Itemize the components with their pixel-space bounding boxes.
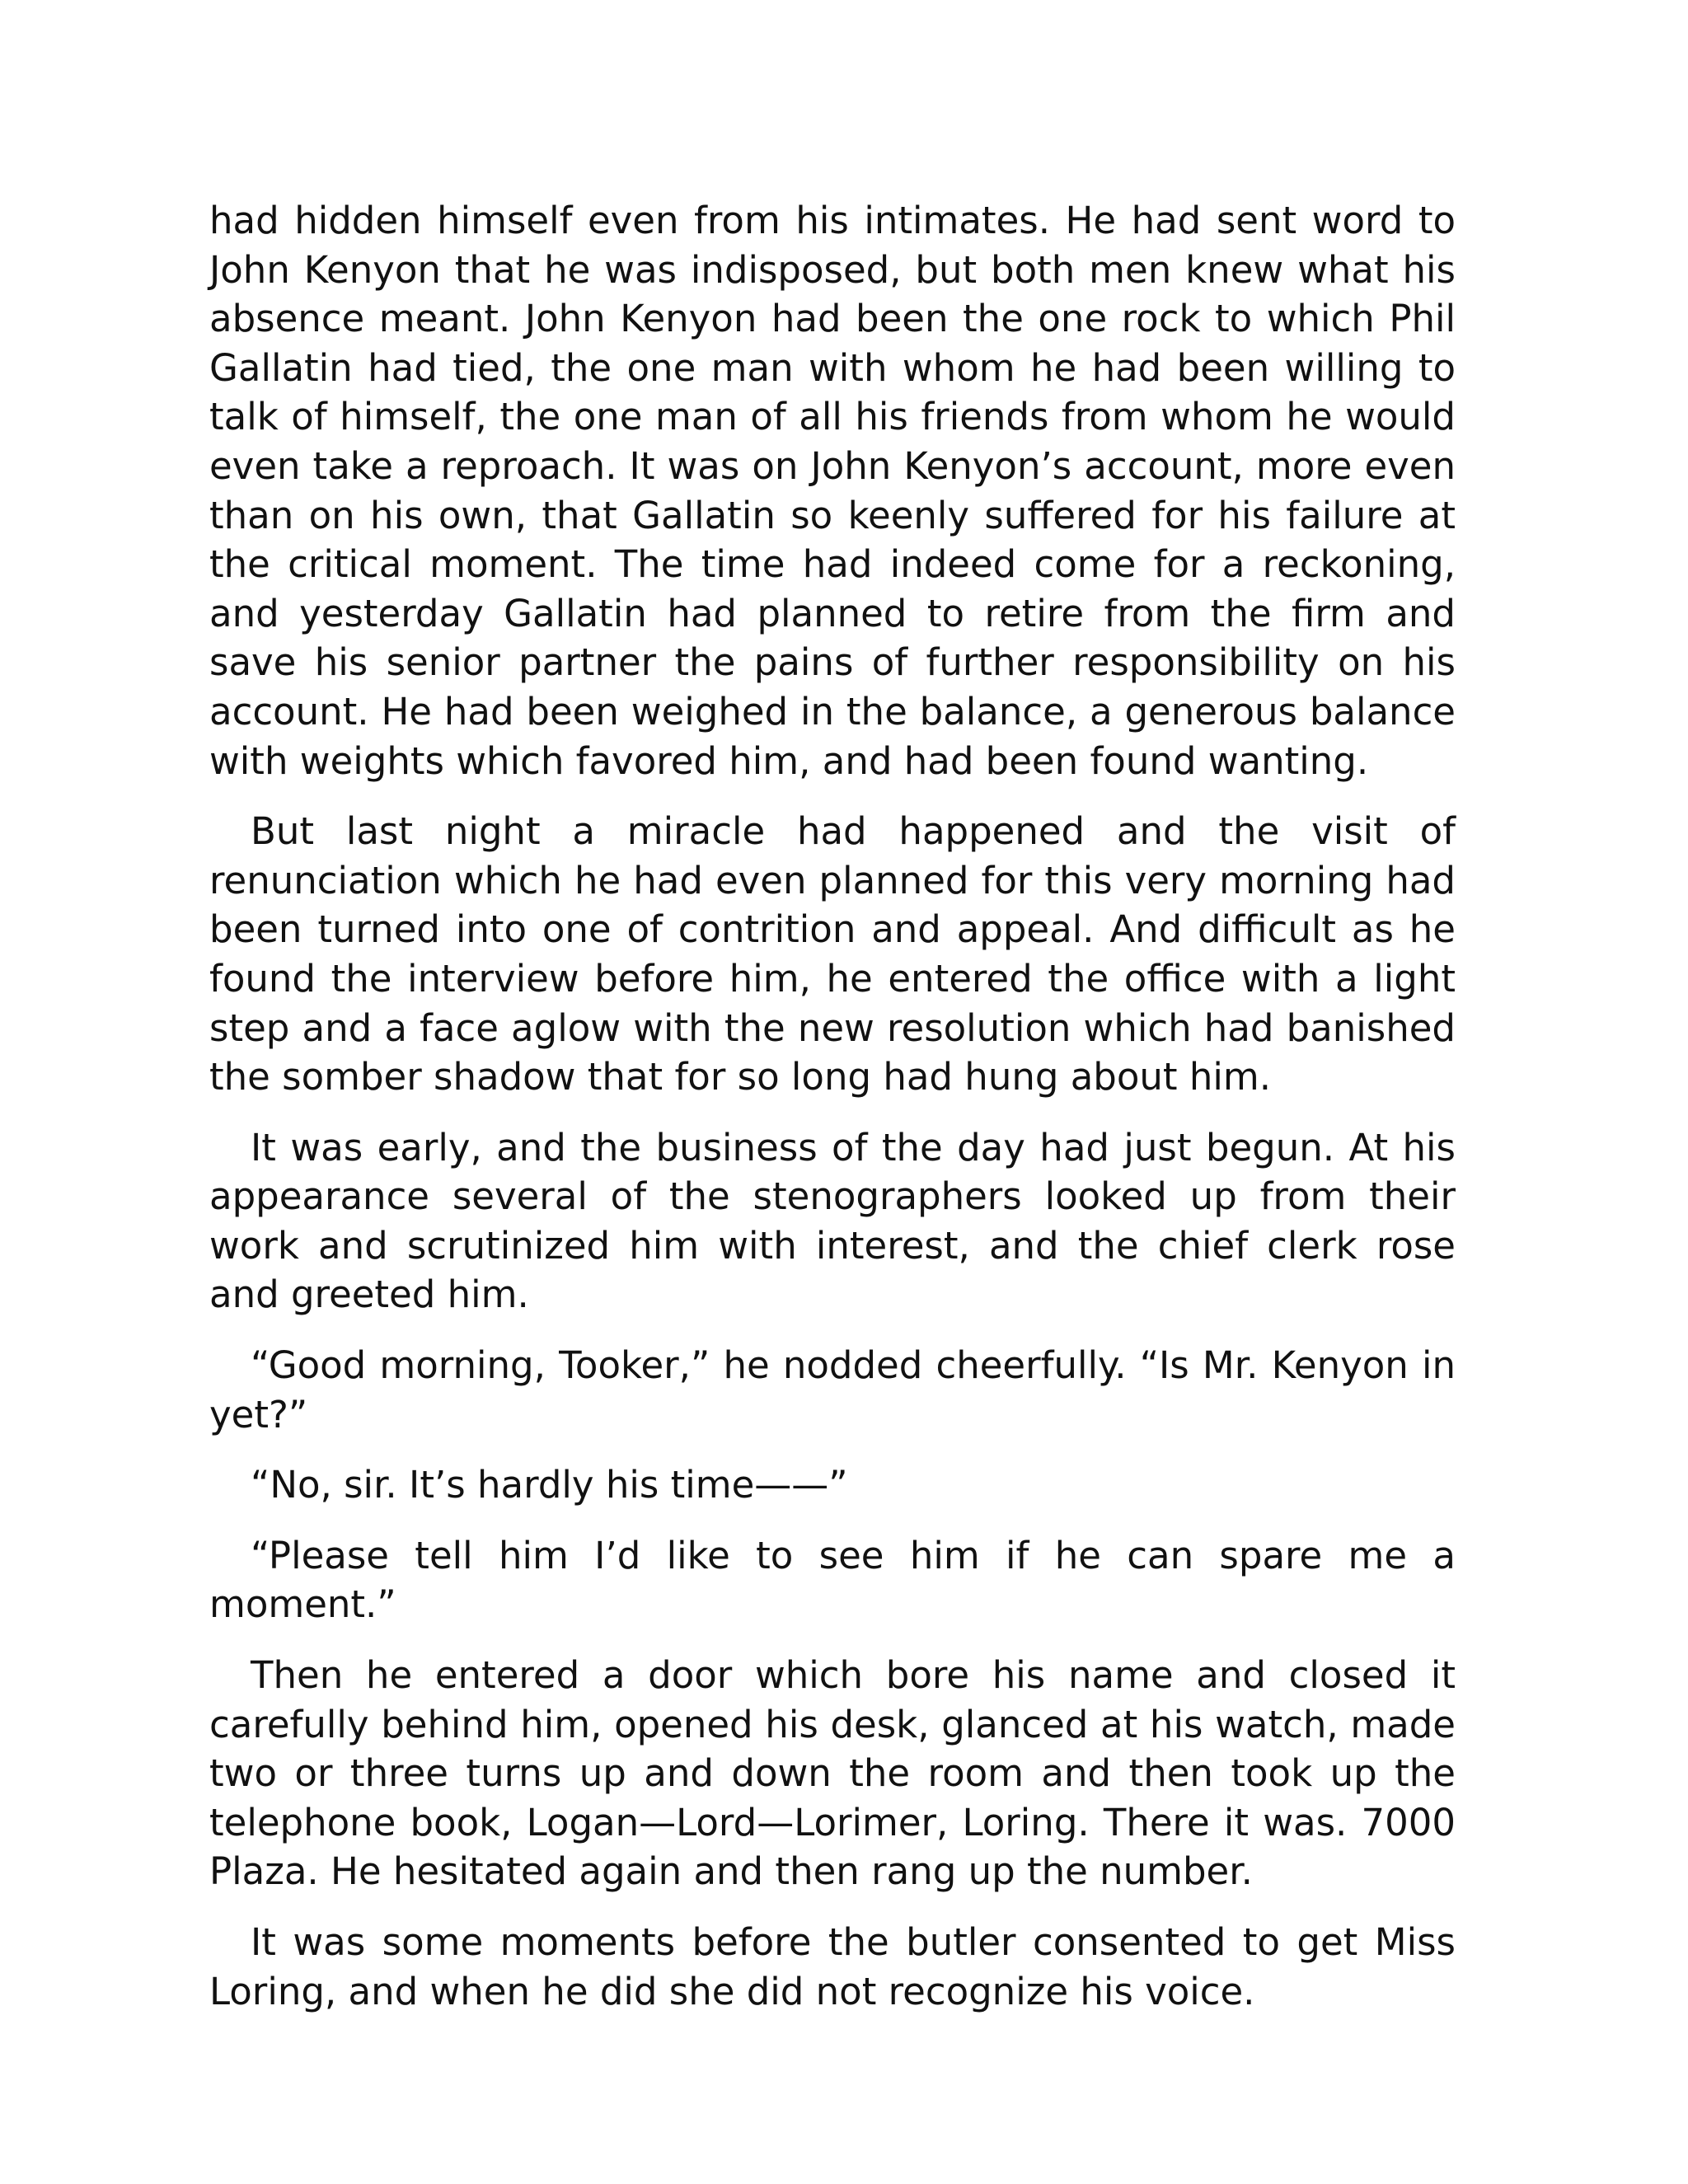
paragraph-4: “Good morning, Tooker,” he nodded cheerfully. “Is Mr. Kenyon in yet?” (209, 1343, 1456, 1436)
page-body (209, 196, 1456, 2037)
paragraph-2: But last night a miracle had happened and the visit of renunciation which he had even planned for this very morning had been turned into one of contrition and appeal. And difficult as he found the interview before him, he entered the office with a light step and a face aglow with the new resolution which had banished the somber shadow that for so long had hung about him. (209, 809, 1456, 1099)
paragraph-8: It was some moments before the butler consented to get Miss Loring, and when he did she did not recognize his voice. (209, 1920, 1456, 2013)
paragraph-1: had hidden himself even from his intimates. He had sent word to John Kenyon that he was indisposed, but both men knew what his absence meant. John Kenyon had been the one rock to which Phil Gallatin had tied, the one man with whom he had been willing to talk of himself, the one man of all his friends from whom he would even take a reproach. It was on John Kenyon’s account, more even than on his own, that Gallatin so keenly suffered for his failure at the critical moment. The time had indeed come for a reckoning, and yesterday Gallatin had planned to retire from the firm and save his senior partner the pains of further responsibility on his account. He had been weighed in the balance, a generous balance with weights which favored him, and had been found wanting. (209, 199, 1456, 783)
paragraph-5: “No, sir. It’s hardly his time——” (251, 1463, 848, 1507)
paragraph-3: It was early, and the business of the day had just begun. At his appearance several of the stenographers looked up from their work and scrutinized him with interest, and the chief clerk rose and greeted him. (209, 1125, 1456, 1317)
paragraph-7: Then he entered a door which bore his name and closed it carefully behind him, opened his desk, glanced at his watch, made two or three turns up and down the room and then took up the telephone book, Logan—Lord—Lorimer, Loring. There it was. 7000 Plaza. He hesitated again and then rang up the number. (209, 1653, 1456, 1894)
paragraph-6: “Please tell him I’d like to see him if he can spare me a moment.” (209, 1533, 1456, 1627)
